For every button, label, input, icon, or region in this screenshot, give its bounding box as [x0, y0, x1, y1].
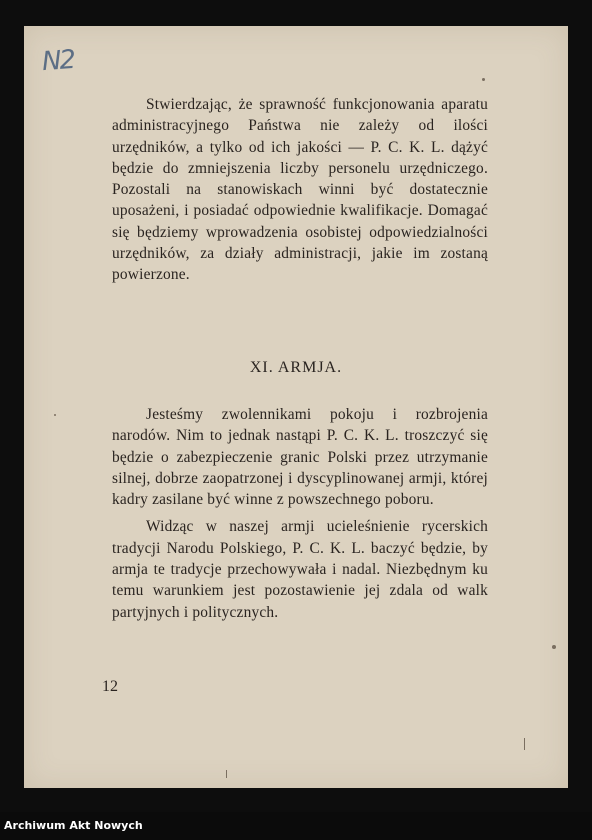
paragraph-administration: Stwierdzając, że sprawność funkcjonowania aparatu administracyjnego Państwa nie zależy od ilości urzędników, a tylko od ich jakości — P. C. K. L. dążyć będzie do zmniejszenia liczby personelu urzędniczego. Pozostali na stanowiskach winni być dostatecznie uposażeni, i posiadać odpowiednie kwalifikacje. Domagać się będziemy wprowadzenia osobistej odpowiedzialności urzędników, za działy administracji, jakie im zostaną powierzone. [112, 96, 488, 284]
paper-speck [54, 414, 56, 416]
archive-footer-bar [0, 812, 592, 840]
archive-name: Archiwum Akt Nowych [4, 819, 143, 832]
page-number: 12 [102, 678, 118, 695]
paper-speck [226, 770, 227, 778]
section-heading: XI. ARMJA. [249, 359, 343, 376]
handwritten-annotation: N2 [40, 44, 76, 78]
paper-speck [482, 78, 485, 81]
text-block-administration [112, 94, 488, 286]
paragraph-army-1: Jesteśmy zwolennikami pokoju i rozbrojenia narodów. Nim to jednak nastąpi P. C. K. L. troszczyć się będzie o zabezpieczenie granic Polski przez utrzymanie silnej, dobrze zaopatrzonej i dyscyplinowanej armji, której kadry zasilane być winne z powszechnego poboru. [112, 406, 488, 509]
document-page [24, 26, 568, 788]
text-block-army [112, 404, 488, 623]
paper-speck [524, 738, 525, 750]
paragraph-army-2: Widząc w naszej armji ucieleśnienie rycerskich tradycji Narodu Polskiego, P. C. K. L. baczyć będzie, by armja te tradycje przechowywała i nadal. Niezbędnym ku temu warunkiem jest pozostawienie jej zdala od walk partyjnych i politycznych. [112, 518, 488, 621]
paper-speck [552, 645, 556, 649]
